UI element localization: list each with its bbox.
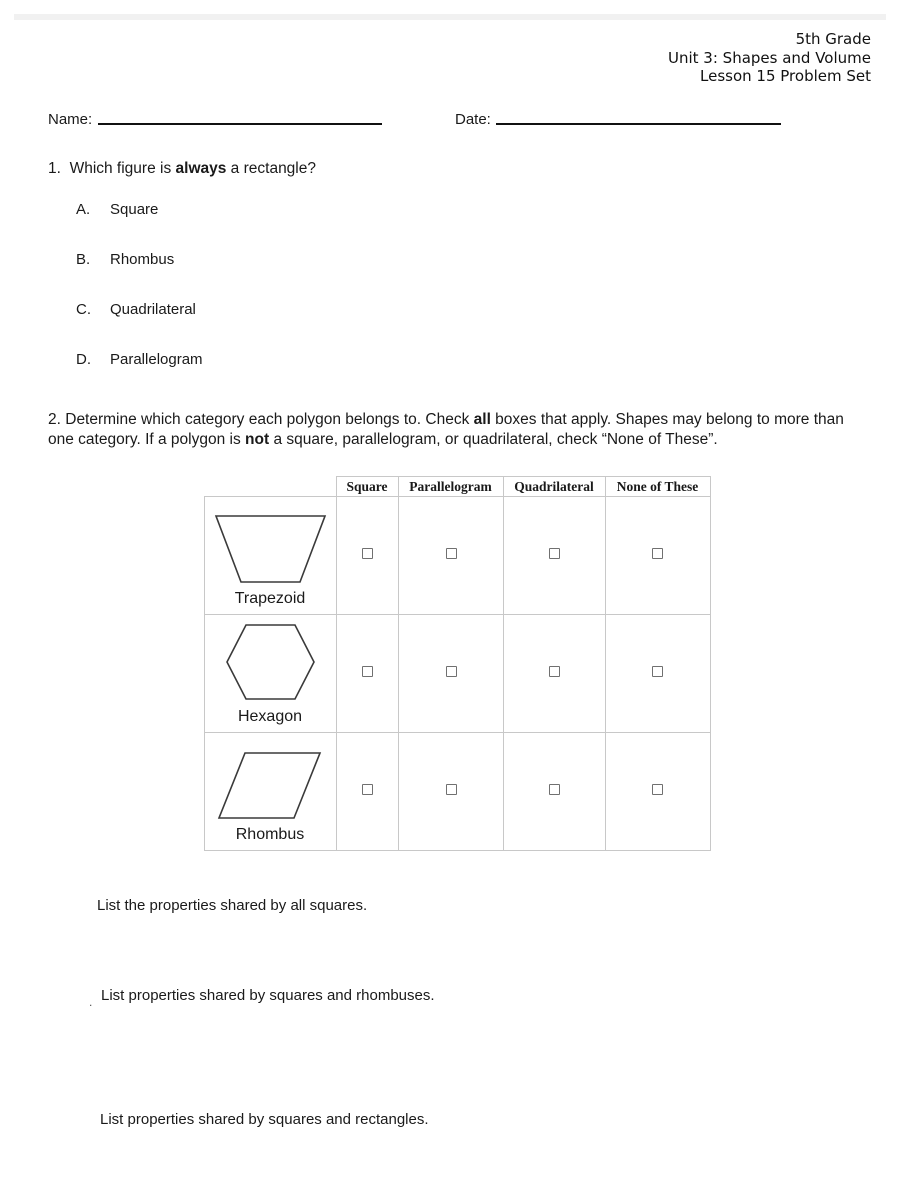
shape-label-hexagon: Hexagon — [237, 708, 303, 725]
option-d-text: Parallelogram — [110, 351, 203, 368]
option-b-text: Rhombus — [110, 251, 175, 268]
name-label: Name: — [48, 111, 93, 128]
checkbox-rhombus-none[interactable] — [652, 784, 663, 795]
column-header-parallelogram: Parallelogram — [409, 479, 492, 494]
question-1-text-end: a rectangle? — [226, 160, 316, 177]
question-1-text-start: Which figure is — [69, 160, 176, 177]
category-table — [204, 476, 711, 851]
checkbox-hexagon-square[interactable] — [362, 666, 373, 677]
option-d-letter: D. — [76, 351, 91, 368]
worksheet-header — [668, 30, 871, 86]
option-b-letter: B. — [76, 251, 91, 268]
unit-label: Unit 3: Shapes and Volume — [668, 48, 871, 67]
question-2-text-b: boxes that apply. Shapes may belong to more than one category. If a polygon is — [48, 411, 844, 448]
date-label: Date: — [455, 111, 491, 128]
prompt-squares-rectangles: List properties shared by squares and rectangles. — [100, 1111, 429, 1128]
shape-label-rhombus: Rhombus — [235, 826, 305, 843]
question-2-emphasis-all: all — [473, 411, 491, 428]
option-c-letter: C. — [76, 301, 91, 318]
question-2-text-a: Determine which category each polygon belongs to. Check — [60, 411, 474, 428]
column-header-square: Square — [346, 479, 388, 494]
grade-label: 5th Grade — [795, 30, 871, 48]
checkbox-hexagon-none[interactable] — [652, 666, 663, 677]
option-b[interactable] — [76, 251, 174, 268]
option-a-text: Square — [110, 201, 159, 218]
question-2-number: 2. — [48, 411, 61, 428]
question-2-emphasis-not: not — [245, 431, 270, 448]
option-c-text: Quadrilateral — [110, 301, 196, 318]
page-top-shadow — [14, 14, 886, 20]
checkbox-hexagon-parallelogram[interactable] — [446, 666, 457, 677]
checkbox-rhombus-square[interactable] — [362, 784, 373, 795]
column-header-none: None of These — [616, 479, 699, 494]
checkbox-trapezoid-none[interactable] — [652, 548, 663, 559]
option-c[interactable] — [76, 301, 196, 318]
table-grid-lines — [204, 476, 711, 851]
lesson-label: Lesson 15 Problem Set — [700, 67, 871, 85]
checkbox-rhombus-quadrilateral[interactable] — [549, 784, 560, 795]
option-a-letter: A. — [76, 201, 91, 218]
checkbox-trapezoid-parallelogram[interactable] — [446, 548, 457, 559]
checkbox-trapezoid-quadrilateral[interactable] — [549, 548, 560, 559]
prompt-squares-rhombuses: List properties shared by squares and rhombuses. — [101, 987, 435, 1004]
option-a[interactable] — [76, 201, 158, 218]
question-1-number: 1. — [48, 160, 61, 177]
question-1 — [48, 160, 316, 178]
option-d[interactable] — [76, 351, 203, 368]
checkbox-rhombus-parallelogram[interactable] — [446, 784, 457, 795]
stray-bullet: . — [89, 995, 93, 1009]
hexagon-icon — [227, 625, 314, 699]
rhombus-icon — [219, 753, 320, 818]
checkbox-hexagon-quadrilateral[interactable] — [549, 666, 560, 677]
column-header-quadrilateral: Quadrilateral — [514, 479, 594, 494]
question-2 — [48, 410, 868, 450]
trapezoid-icon — [216, 516, 325, 582]
date-field[interactable] — [496, 123, 781, 125]
prompt-squares: List the properties shared by all squares. — [97, 897, 368, 914]
checkbox-trapezoid-square[interactable] — [362, 548, 373, 559]
question-1-emphasis: always — [175, 160, 227, 177]
question-2-text-c: a square, parallelogram, or quadrilateral, check “None of These”. — [269, 431, 718, 448]
name-field[interactable] — [98, 123, 382, 125]
shape-label-trapezoid: Trapezoid — [234, 590, 306, 607]
